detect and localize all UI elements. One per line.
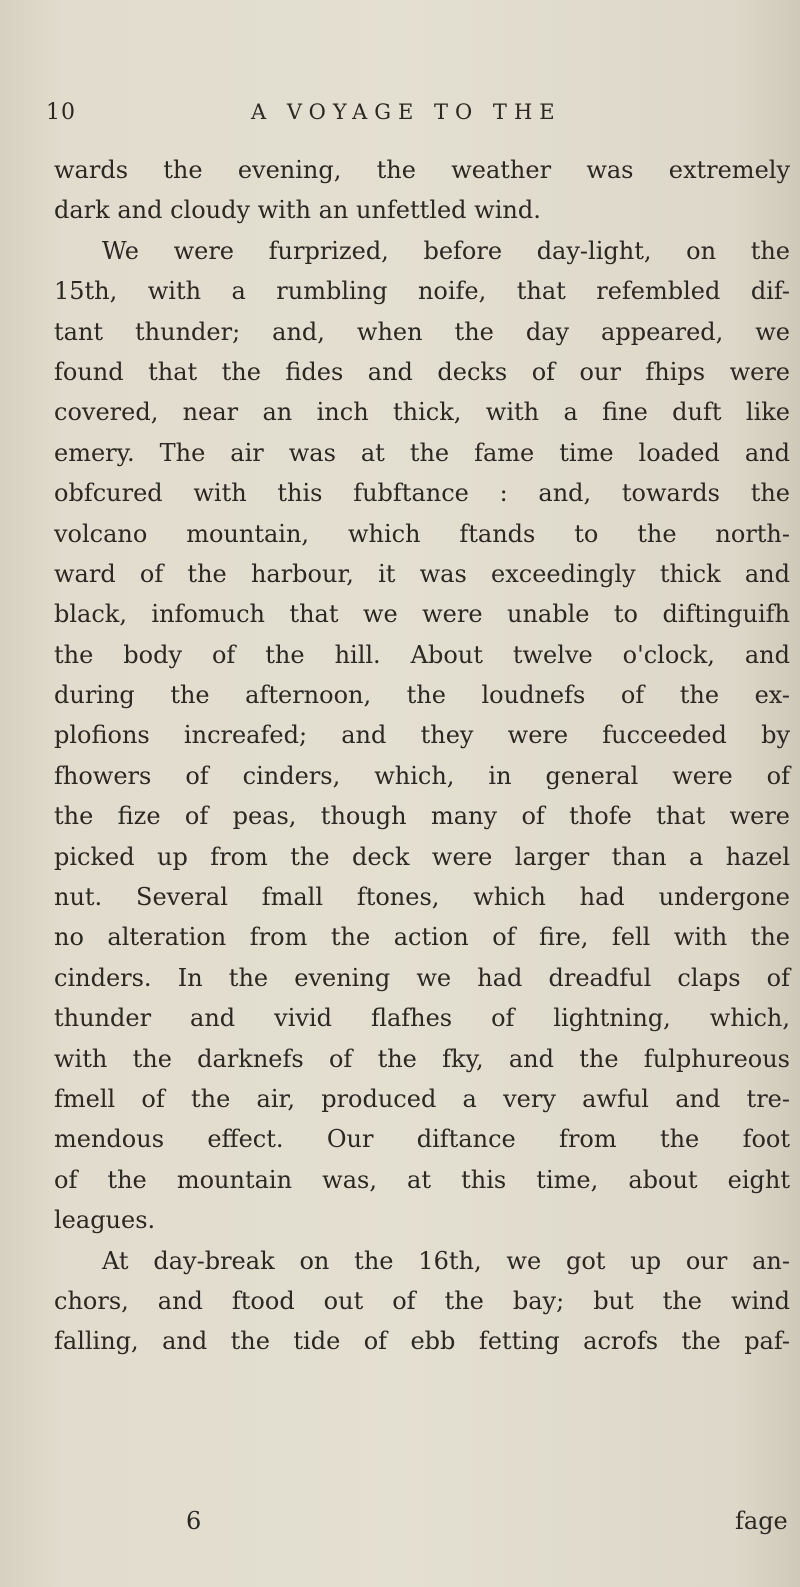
text-line: ward of the harbour, it was exceedingly thick and (54, 559, 790, 588)
text-line: of the mountain was, at this time, about eight (54, 1165, 790, 1194)
page-number: 10 (46, 100, 76, 125)
text-line: obfcured with this fubftance : and, towards the (54, 479, 790, 508)
text-line: tant thunder; and, when the day appeared, we (54, 317, 790, 346)
text-line: plofions increafed; and they were fucceeded by (54, 721, 790, 750)
text-line: fmell of the air, produced a very awful and tre- (54, 1084, 790, 1113)
text-line: no alteration from the action of fire, fell with the (54, 923, 790, 952)
text-line: mendous effect. Our diftance from the foot (54, 1125, 790, 1154)
text-line: chors, and ftood out of the bay; but the wind (54, 1286, 790, 1315)
text-line: nut. Several fmall ftones, which had undergone (54, 883, 790, 912)
text-line: dark and cloudy with an unfettled wind. (54, 196, 541, 225)
text-line: leagues. (54, 1206, 156, 1235)
signature-mark: 6 (186, 1507, 202, 1535)
text-line: picked up from the deck were larger than a hazel (54, 842, 790, 871)
text-line: fhowers of cinders, which, in general were of (54, 761, 790, 790)
text-line: the body of the hill. About twelve o'clock, and (54, 640, 790, 669)
text-line: found that the fides and decks of our fhips were (54, 357, 790, 386)
text-line: covered, near an inch thick, with a fine duft like (54, 398, 790, 427)
running-title: A VOYAGE TO THE (251, 100, 562, 124)
text-line: during the afternoon, the loudnefs of the ex- (54, 681, 790, 710)
body-text (54, 150, 790, 1362)
text-line: the fize of peas, though many of thofe that were (54, 802, 790, 831)
page-footer (0, 1507, 800, 1547)
text-line: cinders. In the evening we had dreadful claps of (54, 963, 790, 992)
text-line: volcano mountain, which ftands to the north- (54, 519, 790, 548)
text-line: with the darknefs of the fky, and the fulphureous (54, 1044, 790, 1073)
text-line: At day-break on the 16th, we got up our an- (102, 1246, 790, 1275)
text-line: emery. The air was at the fame time loaded and (54, 438, 790, 467)
text-line: We were furprized, before day-light, on the (102, 236, 790, 265)
text-line: 15th, with a rumbling noife, that refembled dif- (54, 277, 790, 306)
catchword: fage (735, 1507, 788, 1535)
text-line: thunder and vivid flafhes of lightning, which, (54, 1004, 790, 1033)
running-head (46, 100, 606, 140)
text-line: black, infomuch that we were unable to diftinguifh (54, 600, 790, 629)
text-line: wards the evening, the weather was extremely (54, 156, 790, 184)
text-line: falling, and the tide of ebb fetting acrofs the paf- (54, 1327, 790, 1356)
